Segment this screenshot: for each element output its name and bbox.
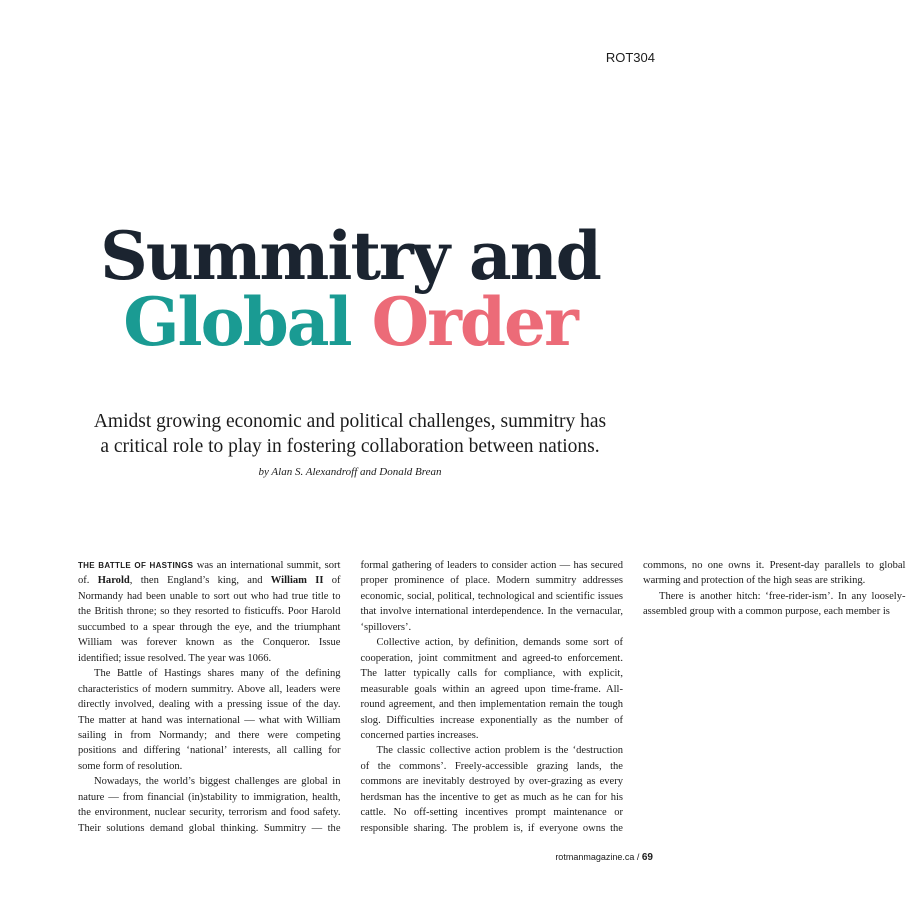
paragraph-4: Collective action, by definition, demands some sort of cooperation, joint commitment and agreed-to enforcement. The latter typically calls for compliance, with explicit, measurable goals within an agreed upon time-frame. All-round agreement, and then implementation remain the tough slog. Difficulties increase exponentially as the number of concerned parties increases. — [360, 637, 623, 741]
paragraph-1 — [78, 558, 341, 666]
paragraph-2: The Battle of Hastings shares many of the defining characteristics of modern summitry. Above all, leaders were directly involved, dealing with a pressing issue of the day. The matter at hand was international — what with William sailing in from Normandy; and there were competing positions and differing ‘national’ interests, all calling for some form of resolution. — [78, 668, 341, 772]
name-william: William II — [270, 575, 324, 587]
footer-site: rotmanmagazine.ca / — [555, 852, 640, 862]
dek-line-1: Amidst growing economic and political challenges, summitry has — [93, 411, 607, 432]
title-line-1: Summitry and — [100, 217, 600, 295]
title-word-order: Order — [371, 283, 577, 361]
lead-in: THE BATTLE OF HASTINGS — [78, 561, 194, 570]
title-word-global: Global — [123, 283, 351, 361]
article-body — [78, 558, 906, 840]
dek-line-2: a critical role to play in fostering collaboration between nations. — [100, 436, 600, 457]
byline: by Alan S. Alexandroff and Donald Brean — [258, 466, 442, 478]
name-harold: Harold — [97, 575, 130, 587]
p1-text-b: , then England’s king, and — [129, 575, 271, 587]
page-footer — [555, 852, 653, 863]
title-line-2 — [0, 283, 700, 361]
p1-text-a: was an international summit, sort of. — [78, 560, 341, 587]
dek — [60, 409, 640, 459]
paragraph-6: There is another hitch: ‘free-rider-ism’. In any loosely-assembled group with a common purpose, each member is — [643, 590, 906, 618]
section-code: ROT304 — [605, 50, 655, 65]
paragraph-3: Nowadays, the world’s biggest challenges are global in nature — from financial (in)stability to immigration, health, the environment, nuclear security, terrorism and food safety. Their solutions demand global thinking. Summitry — the formal gathering of leaders to consider action — has secured proper prominence of place. Modern summitry addresses economic, social, political, technological and scientific issues that involve international interdependence. In the vernacular, ‘spillovers’. — [78, 560, 623, 834]
p1-text-c: of Normandy had been unable to sort out who had true title to the British throne; so they resorted to fisticuffs. Poor Harold succumbed to a spear through the eye, and the triumphant William was forever known as the Conqueror. Issue identified; issue resolved. The year was 1066. — [78, 575, 341, 664]
page-number: 69 — [641, 852, 653, 863]
paragraph-5: The classic collective action problem is the ‘destruction of the commons’. Freely-accessible grazing lands, the commons are inevitably destroyed by over-grazing as every herdsman has the incentive to get as much as he can for his cattle. No off-setting incentives prompt maintenance or responsible sharing. The problem is, if everyone owns the commons, no one owns it. Present-day parallels to global warming and protection of the high seas are striking. — [360, 560, 906, 834]
